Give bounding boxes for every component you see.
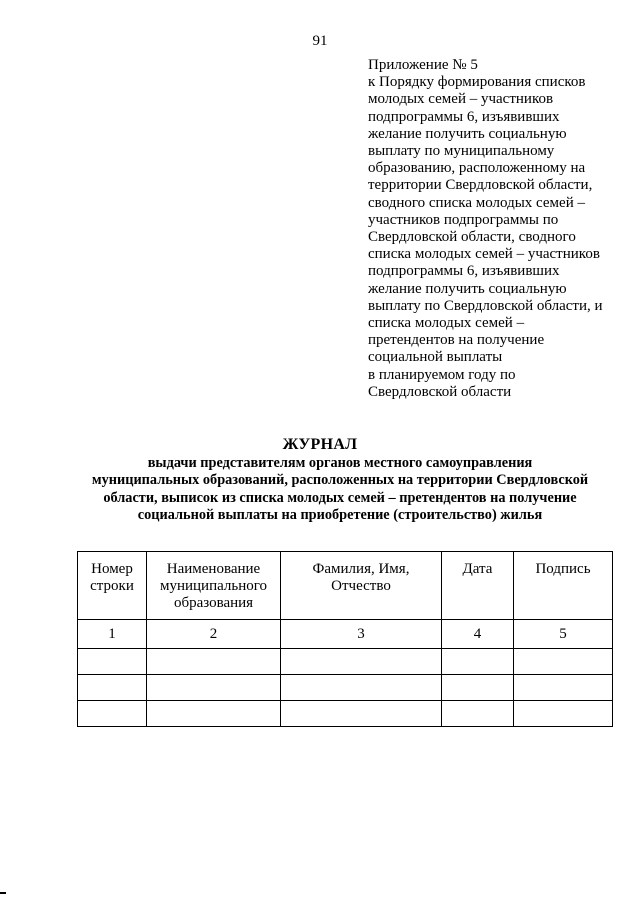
header-row-number: Номер строки: [78, 552, 147, 620]
table-cell: [514, 649, 613, 675]
column-number: 1: [78, 620, 147, 649]
journal-subtitle-line: области, выписок из списка молодых семей – претендентов на получение: [103, 489, 577, 506]
appendix-line: претендентов на получение: [368, 332, 545, 349]
appendix-line: Приложение № 5: [368, 57, 478, 73]
appendix-line: образованию, расположенному на: [368, 160, 586, 177]
appendix-block: [368, 57, 630, 401]
table-cell: [78, 675, 147, 701]
table-cell: [514, 675, 613, 701]
journal-subtitle-line: социальной выплаты на приобретение (строительство) жилья: [137, 507, 543, 524]
table-header-row: [78, 552, 613, 620]
table-cell: [78, 649, 147, 675]
table-cell: [514, 701, 613, 727]
column-number: 4: [442, 620, 514, 649]
appendix-line: участников подпрограммы по: [368, 211, 559, 228]
appendix-line: территории Свердловской области,: [368, 177, 593, 194]
table-cell: [281, 675, 442, 701]
journal-subtitle: [60, 455, 620, 525]
appendix-line: выплату по Свердловской области, и: [368, 297, 603, 314]
appendix-line: социальной выплаты: [368, 349, 503, 366]
appendix-line: списка молодых семей –: [368, 315, 525, 332]
appendix-line: к Порядку формирования списков: [368, 74, 586, 91]
table-cell: [147, 701, 281, 727]
column-number-row: [78, 620, 613, 649]
appendix-line: выплату по муниципальному: [368, 143, 555, 160]
appendix-line: сводного списка молодых семей –: [368, 194, 585, 211]
journal-subtitle-line: выдачи представителям органов местного самоуправления: [147, 455, 533, 471]
appendix-line: в планируемом году по: [368, 366, 516, 383]
column-number: 3: [281, 620, 442, 649]
table-cell: [442, 649, 514, 675]
header-signature: Подпись: [514, 552, 613, 620]
table-cell: [147, 649, 281, 675]
appendix-line: Свердловской области: [368, 383, 512, 400]
table-cell: [78, 701, 147, 727]
appendix-line: молодых семей – участников: [368, 91, 554, 108]
header-date: Дата: [442, 552, 514, 620]
header-municipality: Наименование муниципального образования: [147, 552, 281, 620]
table-row: [78, 649, 613, 675]
appendix-line: желание получить социальную: [368, 125, 567, 142]
table-cell: [147, 675, 281, 701]
appendix-line: подпрограммы 6, изъявивших: [368, 108, 560, 125]
scan-edge-mark: [0, 892, 6, 894]
table-cell: [281, 701, 442, 727]
journal-subtitle-line: муниципальных образований, расположенных на территории Свердловской: [91, 472, 589, 489]
column-number: 5: [514, 620, 613, 649]
table-row: [78, 675, 613, 701]
table-cell: [281, 649, 442, 675]
appendix-line: списка молодых семей – участников: [368, 246, 600, 263]
header-full-name: Фамилия, Имя, Отчество: [281, 552, 442, 620]
appendix-line: подпрограммы 6, изъявивших: [368, 263, 560, 280]
page-number: 91: [312, 33, 328, 49]
journal-title: ЖУРНАЛ: [282, 436, 358, 453]
table-row: [78, 701, 613, 727]
journal-table: [77, 551, 613, 727]
table-cell: [442, 675, 514, 701]
table-cell: [442, 701, 514, 727]
appendix-line: Свердловской области, сводного: [368, 229, 576, 246]
column-number: 2: [147, 620, 281, 649]
appendix-line: желание получить социальную: [368, 280, 567, 297]
